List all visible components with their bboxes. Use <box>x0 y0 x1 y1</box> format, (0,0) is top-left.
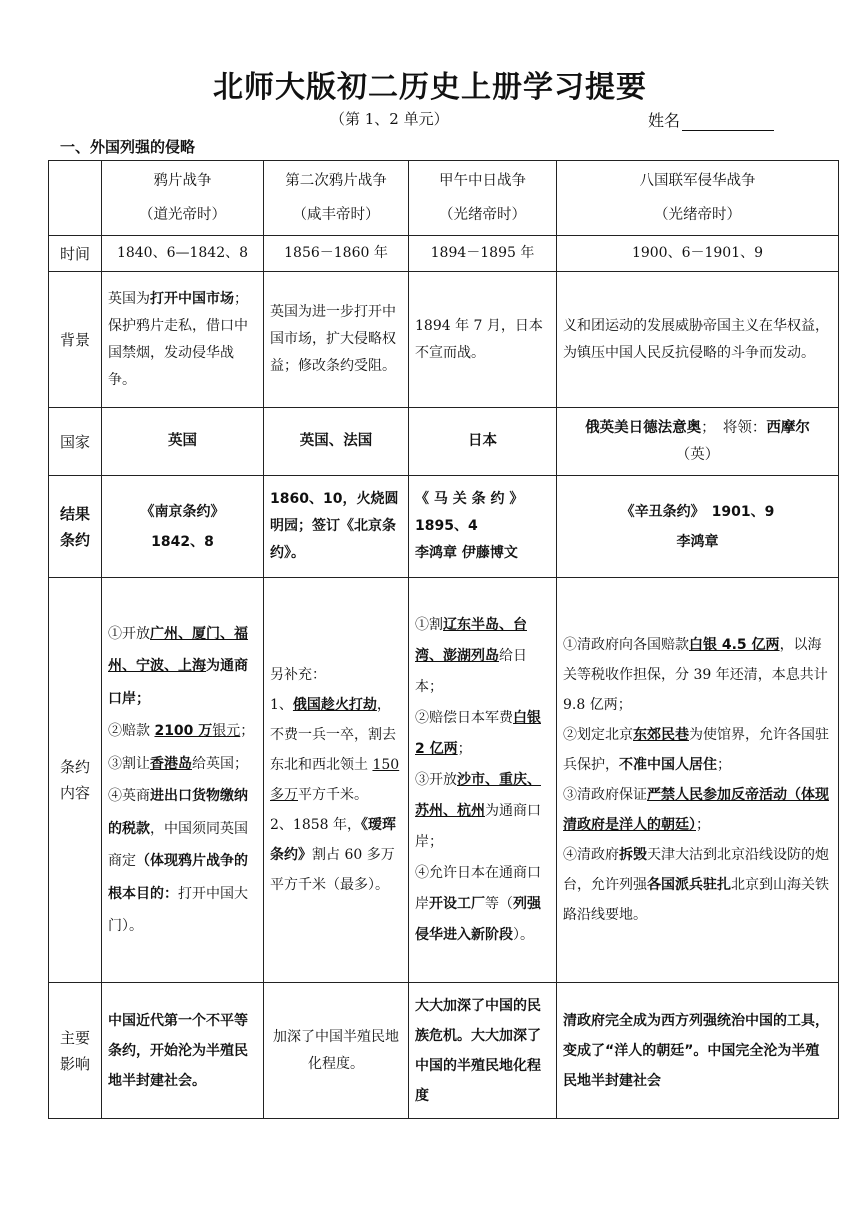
section-title: 一、外国列强的侵略 <box>60 138 196 156</box>
country-sino-japanese-war: 日本 <box>409 408 557 476</box>
time-second-opium-war: 1856－1860 年 <box>264 236 409 272</box>
header-opium-war: 鸦片战争 （道光帝时） <box>102 161 264 236</box>
header-second-opium-war: 第二次鸦片战争 （咸丰帝时） <box>264 161 409 236</box>
content-row <box>49 578 839 983</box>
content-opium-war: ①开放广州、厦门、福州、宁波、上海为通商口岸； ②赔款 2100 万银元； ③割让香港岛给英国；④英商进出口货物缴纳的税款，中国须同英国商定（体现鸦片战争的根本目的：打开中国大门）。 <box>102 578 264 983</box>
time-opium-war: 1840、6—1842、8 <box>102 236 264 272</box>
country-eight-nation-war: 俄英美日德法意奥； 将领：西摩尔 （英） <box>557 408 839 476</box>
country-second-opium-war: 英国、法国 <box>264 408 409 476</box>
impact-eight-nation-war: 清政府完全成为西方列强统治中国的工具，变成了“洋人的朝廷”。中国完全沦为半殖民地半封建社会 <box>557 983 839 1119</box>
row-header-content: 条约 内容 <box>49 578 102 983</box>
header-corner <box>49 161 102 236</box>
impact-sino-japanese-war: 大大加深了中国的民族危机。大大加深了中国的半殖民地化程度 <box>409 983 557 1119</box>
impact-opium-war: 中国近代第一个不平等条约，开始沦为半殖民地半封建社会。 <box>102 983 264 1119</box>
header-sino-japanese-war: 甲午中日战争 （光绪帝时） <box>409 161 557 236</box>
row-header-treaty: 结果 条约 <box>49 476 102 578</box>
background-sino-japanese-war: 1894 年 7 月，日本不宣而战。 <box>409 272 557 408</box>
treaty-second-opium-war: 1860、10，火烧圆明园；签订《北京条约》。 <box>264 476 409 578</box>
treaty-opium-war: 《南京条约》 1842、8 <box>102 476 264 578</box>
background-opium-war: 英国为打开中国市场；保护鸦片走私，借口中国禁烟，发动侵华战争。 <box>102 272 264 408</box>
treaty-row <box>49 476 839 578</box>
time-row <box>49 236 839 272</box>
treaty-eight-nation-war: 《辛丑条约》 1901、9 李鸿章 <box>557 476 839 578</box>
country-row <box>49 408 839 476</box>
background-eight-nation-war: 义和团运动的发展威胁帝国主义在华权益，为镇压中国人民反抗侵略的斗争而发动。 <box>557 272 839 408</box>
header-row <box>49 161 839 236</box>
page-title: 北师大版初二历史上册学习提要 <box>213 70 647 105</box>
content-second-opium-war: 另补充： 1、俄国趁火打劫，不费一兵一卒，割去东北和西北领土 150 多万平方千米。 2、1858 年，《瑷珲条约》割占 60 多万平方千米（最多）。 <box>264 578 409 983</box>
subtitle: （第 1、2 单元） <box>330 110 449 128</box>
impact-row <box>49 983 839 1119</box>
content-eight-nation-war: ①清政府向各国赔款白银 4.5 亿两，以海关等税收作担保，分 39 年还清，本息共计 9.8 亿两； ②划定北京东郊民巷为使馆界，允许各国驻兵保护，不准中国人居住； ③清政府保证严禁人民参加反帝活动（体现清政府是洋人的朝廷）； ④清政府拆毁天津大沽到北京沿线设防的炮台，允许列强各国派兵驻扎北京到山海关铁路沿线要地。 <box>557 578 839 983</box>
name-field <box>648 108 774 131</box>
name-blank-line <box>682 114 774 131</box>
time-eight-nation-war: 1900、6－1901、9 <box>557 236 839 272</box>
background-second-opium-war: 英国为进一步打开中国市场，扩大侵略权益；修改条约受阻。 <box>264 272 409 408</box>
country-opium-war: 英国 <box>102 408 264 476</box>
row-header-time: 时间 <box>49 236 102 272</box>
row-header-background: 背景 <box>49 272 102 408</box>
name-label: 姓名 <box>648 111 681 130</box>
content-sino-japanese-war: ①割辽东半岛、台湾、澎湖列岛给日本； ②赔偿日本军费白银 2 亿两； ③开放沙市、重庆、苏州、杭州为通商口岸； ④允许日本在通商口岸开设工厂等（列强侵华进入新阶段）。 <box>409 578 557 983</box>
background-row <box>49 272 839 408</box>
treaty-sino-japanese-war: 《 马 关 条 约 》 1895、4 李鸿章 伊藤博文 <box>409 476 557 578</box>
impact-second-opium-war: 加深了中国半殖民地化程度。 <box>264 983 409 1119</box>
row-header-country: 国家 <box>49 408 102 476</box>
time-sino-japanese-war: 1894－1895 年 <box>409 236 557 272</box>
header-eight-nation-war: 八国联军侵华战争 （光绪帝时） <box>557 161 839 236</box>
row-header-impact: 主要 影响 <box>49 983 102 1119</box>
summary-table <box>48 160 839 1119</box>
